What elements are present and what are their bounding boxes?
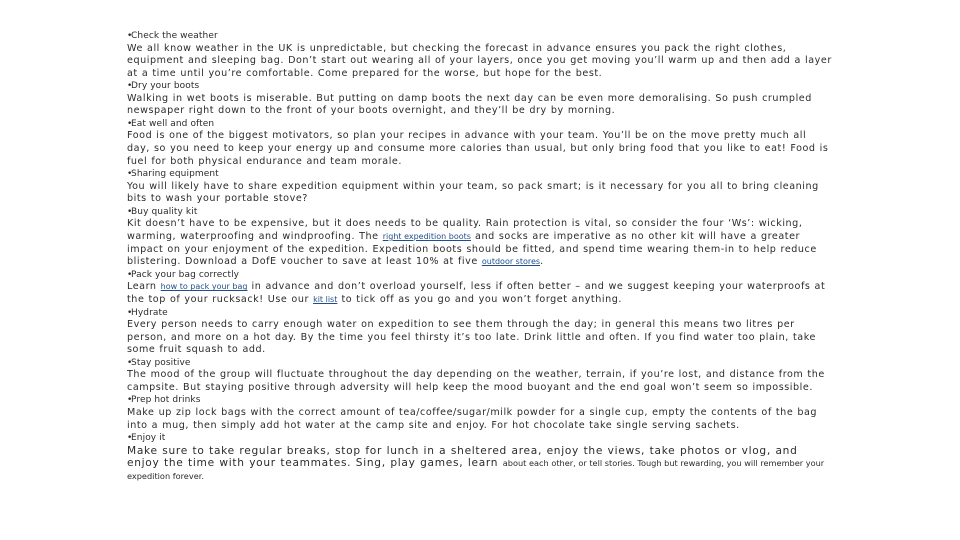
section-heading	[127, 206, 832, 219]
section-text: Walking in wet boots is miserable. But putting on damp boots the next day can be even more demoralising. So push crumpled newspaper right down to the front of your boots overnight, and they’ll be dry by morning.	[127, 92, 812, 117]
text-run: about each other, or tell stories. Tough but rewarding, you will remember your expedition forever.	[127, 458, 825, 482]
section-text: You will likely have to share expedition equipment within your team, so pack smart; is it necessary for you all to bring cleaning bits to wash your portable stove?	[127, 180, 819, 205]
bullet-icon: •	[127, 118, 133, 129]
section-text: The mood of the group will fluctuate throughout the day depending on the weather, terrain, if you’re lost, and distance from the campsite. But staying positive through adversity will help keep the mood buoyant and the end goal won’t seem so impossible.	[127, 369, 825, 393]
heading-text: Stay positive	[131, 357, 191, 368]
bullet-icon: •	[127, 395, 133, 406]
section-heading	[127, 432, 832, 445]
kit-list-link[interactable]: kit list	[313, 294, 338, 304]
text-run: in advance and don’t overload yourself, less if often better – and we suggest keeping your waterproofs at the top of your rucksack! Use our	[127, 281, 826, 305]
text-run: Learn	[127, 281, 161, 293]
bullet-icon: •	[127, 433, 133, 444]
bullet-icon: •	[127, 169, 133, 180]
heading-text: Prep hot drinks	[131, 395, 201, 406]
bullet-icon: •	[127, 206, 133, 217]
section-heading	[127, 357, 832, 370]
text-run: .	[540, 256, 544, 268]
bullet-icon: •	[127, 307, 133, 318]
section-heading	[127, 394, 832, 407]
bullet-icon: •	[127, 269, 133, 280]
bullet-icon: •	[127, 81, 133, 92]
section-text: Every person needs to carry enough water on expedition to see them through the day; in general this means two litres per person, and more on a hot day. By the time you feel thirsty it’s too late. Drink little and often. If you find water too plain, take some fruit squash to add.	[127, 319, 816, 356]
text-run: Make sure to take regular breaks, stop for lunch in a sheltered area, enjoy the views, take photos or vlog, and enjoy the time with your teammates. Sing, play games, learn	[127, 444, 798, 470]
section-heading	[127, 30, 832, 43]
heading-text: Enjoy it	[131, 433, 166, 444]
heading-text: Pack your bag correctly	[131, 269, 240, 280]
expedition-boots-link[interactable]: right expedition boots	[382, 232, 471, 242]
section-heading	[127, 118, 832, 131]
outdoor-stores-link[interactable]: outdoor stores	[481, 257, 541, 267]
pack-bag-link[interactable]: how to pack your bag	[160, 282, 248, 292]
heading-text: Eat well and often	[131, 118, 215, 129]
heading-text: Sharing equipment	[131, 169, 219, 180]
section-heading	[127, 168, 832, 181]
bullet-icon: •	[127, 31, 133, 41]
section-heading	[127, 307, 832, 320]
text-run: Kit doesn’t have to be expensive, but it does needs to be quality. Rain protection is vital, so consider the four ‘Ws’: wicking, warming, waterproofing and windproofing. The	[127, 218, 803, 243]
section-heading	[127, 269, 832, 282]
section-heading	[127, 80, 832, 93]
text-run: and socks are imperative as no other kit will have a greater impact on your enjoyment of the expedition. Expedition boots should be fitted, and spend time wearing them-in to help reduce blistering. Download a DofE voucher to save at least 10% at five	[127, 231, 817, 268]
heading-text: Check the weather	[131, 31, 218, 41]
section-text: We all know weather in the UK is unpredictable, but checking the forecast in advance ensures you pack the right clothes, equipment and sleeping bag. Don’t start out wearing all of your layers, once you get moving you’ll warm up and then add a layer at a time until you’re comfortable. Come prepared for the worse, but hope for the best.	[127, 42, 832, 79]
heading-text: Hydrate	[131, 307, 168, 318]
tips-list	[127, 30, 832, 483]
heading-text: Buy quality kit	[131, 206, 198, 217]
section-text: Food is one of the biggest motivators, so plan your recipes in advance with your team. You’ll be on the move pretty much all day, so you need to keep your energy up and consume more calories than usual, but only bring food that you like to eat! Food is fuel for both physical endurance and team morale.	[127, 130, 829, 167]
text-run: to tick off as you go and you won’t forget anything.	[337, 293, 622, 305]
section-text	[127, 281, 832, 306]
section-text: Make up zip lock bags with the correct amount of tea/coffee/sugar/milk powder for a single cup, empty the contents of the bag into a mug, then simply add hot water at the camp site and enjoy. For hot chocolate take single serving sachets.	[127, 406, 818, 431]
bullet-icon: •	[127, 357, 133, 368]
section-text	[127, 445, 832, 483]
section-text	[127, 218, 832, 268]
heading-text: Dry your boots	[131, 81, 200, 92]
